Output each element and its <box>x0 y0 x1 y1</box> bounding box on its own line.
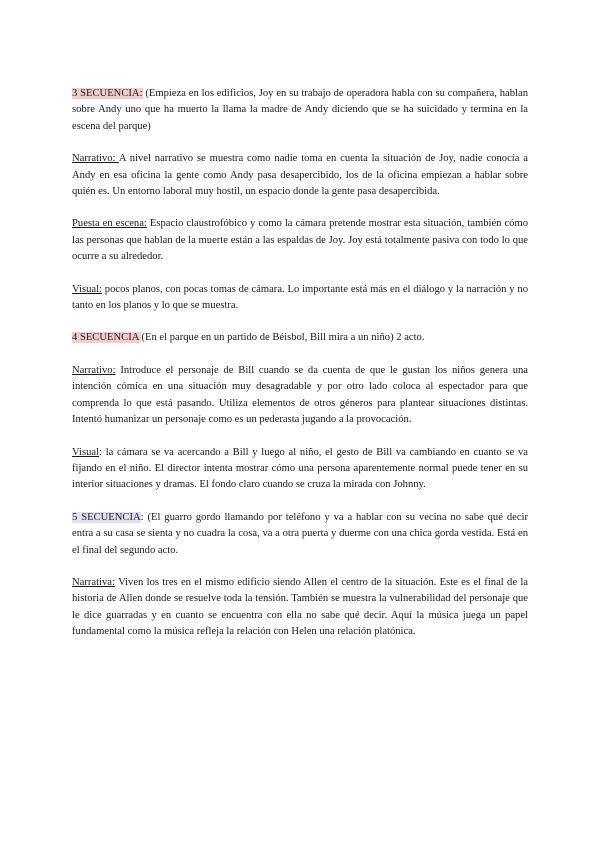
paragraph-secuencia-4 <box>72 330 528 346</box>
paragraph-text: Viven los tres en el mismo edificio siendo Allen el centro de la situación. Este es el final de la historia de Allen donde se resuelve toda la tensión. También se muestra la vulnerabilidad del personaje que le dice guarradas y en cuanto se encuentra con ella no sabe qué decir. Aquí la música juega un papel fundamental como la música refleja la relación con Helen una relación platónica. <box>72 576 528 638</box>
heading-secuencia-3: 3 SECUENCIA: <box>72 88 143 99</box>
paragraph-visual-4 <box>72 445 528 494</box>
paragraph-secuencia-3 <box>72 86 528 135</box>
paragraph-text: : (El guarro gordo llamando por teléfono y va a hablar con su vecina no sabe qué decir entra a su casa se sienta y no cuadra la cosa, va a otra puerta y duerme con una chica gorda vestida. Está en el final del segundo acto. <box>72 511 528 556</box>
paragraph-narrativa-5 <box>72 575 528 641</box>
document-body <box>72 86 528 657</box>
paragraph-secuencia-5 <box>72 510 528 559</box>
paragraph-text: Espacio claustrofóbico y como la cámara pretende mostrar esta situación, también cómo las personas que hablan de la muerte están a las espaldas de Joy. Joy está totalmente pasiva con todo lo que ocurre a su alrededor. <box>72 218 528 263</box>
paragraph-narrativo-4 <box>72 363 528 429</box>
paragraph-visual-3 <box>72 282 528 315</box>
label-visual: Visual: <box>72 283 102 295</box>
label-visual: Visual <box>72 446 100 458</box>
paragraph-narrativo-3 <box>72 151 528 200</box>
paragraph-text: (En el parque en un partido de Béisbol, Bill mira a un niño) 2 acto. <box>141 332 425 344</box>
paragraph-text: : la cámara se va acercando a Bill y luego al niño, el gesto de Bill va cambiando en cuanto se va fijando en el niño. El director intenta mostrar cómo una persona aparentemente normal puede tener en su interior situaciones y dramas. El fondo claro cuando se cruza la mirada con Johnny. <box>72 446 528 491</box>
heading-secuencia-5: 5 SECUENCIA <box>72 511 141 523</box>
heading-secuencia-4: 4 SECUENCIA <box>72 332 142 344</box>
paragraph-text: Introduce el personaje de Bill cuando se da cuenta de que le gustan los niños genera una intención cómica en una situación muy desagradable y por otro lado coloca al espectador para que comprenda lo que está pasando. Utiliza elementos de otros géneros para plantear situaciones distintas. Intentó humanizar un personaje como es un pederasta jugando a la provocación. <box>72 364 528 426</box>
paragraph-text: A nivel narrativo se muestra como nadie toma en cuenta la situación de Joy, nadie conocía a Andy en esa oficina la gente como Andy pasa desapercibido, los de la oficina empiezan a hablar sobre quién es. Un entorno laboral muy hostil, un espacio donde la gente pasa desapercibida. <box>72 153 528 198</box>
label-puesta-en-escena: Puesta en escena: <box>72 218 147 230</box>
label-narrativo: Narrativo: <box>72 364 116 376</box>
label-narrativo: Narrativo: <box>72 153 119 165</box>
paragraph-text: pocos planos, con pocas tomas de cámara. Lo importante está más en el diálogo y la narración y no tanto en los planos y lo que se muestra. <box>72 283 528 312</box>
label-narrativa: Narrativa: <box>72 576 115 588</box>
paragraph-puesta-en-escena <box>72 216 528 265</box>
paragraph-text: (Empieza en los edificios, Joy en su trabajo de operadora habla con su compañera, hablan sobre Andy uno que ha muerto la llama la madre de Andy diciendo que se ha suicidado y termina en la escena del parque) <box>72 88 528 132</box>
